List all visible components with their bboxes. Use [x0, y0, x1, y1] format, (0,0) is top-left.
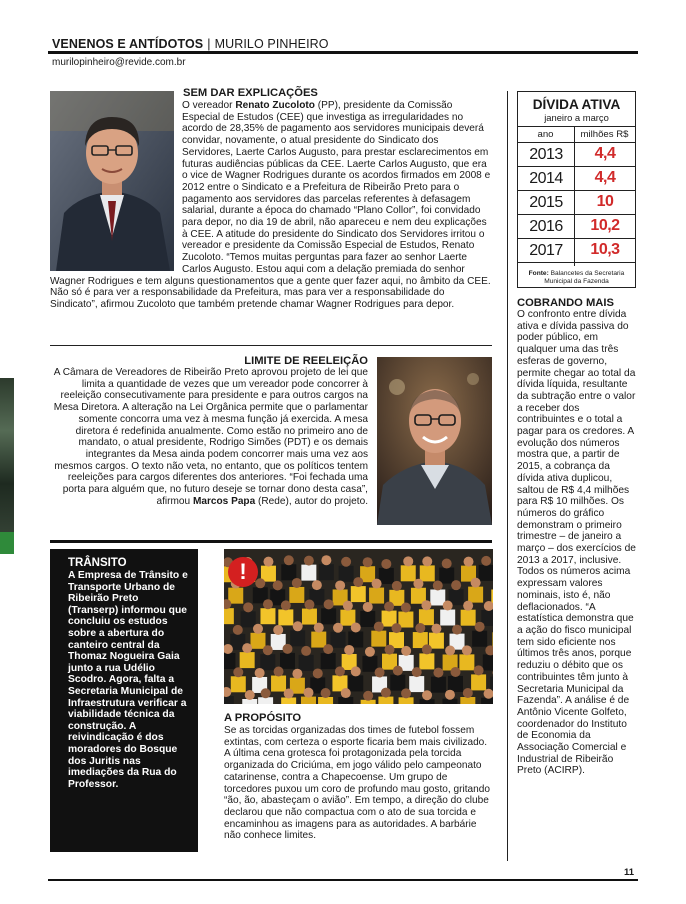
- debt-table-subtitle: janeiro a março: [544, 112, 609, 123]
- article-2-body: [50, 367, 368, 507]
- debt-table-source: [518, 270, 635, 285]
- debt-row: [518, 215, 635, 239]
- article-1-body: [50, 100, 491, 311]
- section-rule: [50, 540, 492, 543]
- author-email: murilopinheiro@revide.com.br: [52, 57, 186, 68]
- transito-text: A Empresa de Trânsito e Transporte Urbano de Ribeirão Preto (Transerp) informou que concluiu os estudos sobre a abertura do canteiro central da Thomaz Nogueira Gaia junto a rua Udélio Scodro. Agora, falta a Secretaria Municipal de Infraestrutura verificar a viabilidade técnica da construção. A reivindicação é dos moradores do Bosque dos Juritis nas imediações da Rua do Professor.: [68, 570, 188, 790]
- debt-table-title: DÍVIDA ATIVA: [532, 97, 621, 112]
- article-2-text-b: (Rede), autor do projeto.: [255, 495, 368, 507]
- debt-row: [518, 167, 635, 191]
- article-1-text-a: O vereador: [182, 100, 236, 111]
- article-2-name: Marcos Papa: [192, 495, 256, 507]
- debt-source-label: Fonte:: [528, 270, 549, 277]
- debt-year: 2015: [529, 194, 563, 211]
- photo-marcos-papa: [377, 357, 492, 525]
- article-3-body: Se as torcidas organizadas dos times de futebol fossem extintas, com certeza o esporte ficaria bem mais civilizado. A última cena grotesca foi protagonizada pela torcida organizada do Criciúma, em jogo válido pelo campeonato catarinense, contra a Chapecoense. Um grupo de torcedores puxou um coro de profundo mau gosto, gritando “ão, ão, abasteçam o avião”. Em tempo, a direção do clube declarou que não compactua com o ato de sua torcida e encaminhou as imagens para as autoridades. A barbárie não conhece limites.: [224, 725, 490, 842]
- debt-value: 4,4: [594, 169, 616, 186]
- column-author: MURILO PINHEIRO: [214, 37, 329, 51]
- debt-value: 10: [596, 193, 614, 210]
- page-edge-image-fragment: [0, 378, 14, 554]
- footer-rule: [48, 879, 638, 881]
- column-section-name: VENENOS E ANTÍDOTOS: [52, 37, 204, 51]
- debt-table: [517, 91, 636, 288]
- debt-value: 10,2: [590, 217, 620, 234]
- header-separator: |: [207, 37, 211, 51]
- warning-icon: !: [228, 557, 258, 587]
- debt-year: 2017: [529, 242, 563, 259]
- photo-soccer-crowd: [224, 549, 493, 704]
- article-3-kicker: A PROPÓSITO: [224, 712, 302, 724]
- debt-year: 2014: [529, 170, 563, 187]
- debt-col-year: ano: [537, 129, 554, 140]
- debt-source-text: Balancetes da Secretaria Municipal da Fazenda: [544, 270, 625, 285]
- debt-value: 10,3: [590, 241, 620, 258]
- debt-year: 2016: [529, 218, 563, 235]
- debt-col-value: milhões R$: [580, 129, 629, 140]
- debt-value: 4,4: [594, 145, 616, 162]
- page-number: 11: [624, 867, 635, 878]
- article-1-kicker: SEM DAR EXPLICAÇÕES: [183, 87, 318, 99]
- article-4-kicker: COBRANDO MAIS: [517, 297, 614, 309]
- transito-box: [50, 549, 198, 852]
- sidebar-rule: [507, 91, 508, 861]
- section-divider: [50, 345, 492, 346]
- debt-year: 2013: [529, 146, 563, 163]
- debt-table-header: [518, 126, 635, 143]
- transito-kicker: TRÂNSITO: [68, 557, 127, 569]
- article-4-body: O confronto entre dívida ativa e dívida passiva do poder público, em qualquer uma das três esferas de governo, permite chegar ao total da dívida líquida, resultante da subtração entre o valor a receber dos contribuintes e o total a pagar para os credores. A evolução dos números mostra que, a partir de 2015, a cobrança da dívida ativa duplicou, saltou de R$ 4,4 milhões para R$ 10 milhões. Os números do gráfico demonstram o primeiro trimestre – de janeiro a março – dos exercícios de 2013 a 2017, inclusive. Todos os números acima expressam valores nominais, isto é, não deflacionados. “A estatística demonstra que a ação do fisco municipal tem sido eficiente nos últimos três anos, porque reduziu o débito que os contribuintes têm junto à Secretaria Municipal da Fazenda”. A análise é de Antônio Vicente Golfeto, coordenador do Instituto de Economia da Associação Comercial e Industrial de Ribeirão Preto (ACIRP).: [517, 309, 636, 777]
- column-header: [52, 37, 329, 51]
- article-1-name: Renato Zucoloto: [235, 100, 315, 111]
- header-rule: [48, 51, 638, 54]
- article-2-kicker: LIMITE DE REELEIÇÃO: [244, 355, 368, 367]
- debt-row: [518, 191, 635, 215]
- debt-row: [518, 143, 635, 167]
- article-1-text-b: (PP), presidente da Comissão Especial de Estudos (CEE) que investiga as irregularidades no acordo de 28,35% de pagamento aos servidores municipais deverá convidar, novamente, o atual presidente do Sindicato dos Servidores, Laerte Carlos Augusto, para prestar esclarecimentos em futuras audiências públicas da CEE. Laerte Carlos Augusto, que era o vice de Wagner Rodrigues durante os acordos firmados em 2008 e 2012 entre o Sindicato e a Prefeitura de Ribeirão Preto para o pagamento aos servidores das parcelas referentes à defasagem salarial, durante a época do chamado “Plano Collor”, foi convidado para depor, no dia 19 de abril, não apareceu e nem deu explicações à CEE. A atitude do presidente do Sindicato dos Servidores irritou o vereador e presidente da Comissão Especial de Estudos, Renato Zucoloto. “Temos muitas perguntas para fazer ao senhor Laerte Carlos Augusto. Estou aqui com a delação premiada do senhor Wagner Rodrigues e tem alguns questionamentos que a gente quer fazer aqui, no âmbito da CEE. Não só é para ver a responsabilidade da Prefeitura, mas para ver a responsabilidade do Sindicato”, afirmou Zucoloto que também pretende chamar Wagner Rodrigues para depor.: [50, 100, 491, 310]
- article-2-text-a: A Câmara de Vereadores de Ribeirão Preto aprovou projeto de lei que limita a quantidade de vezes que um vereador pode concorrer à reeleição consecutivamente para presidente e para outros cargos na Mesa Diretora. A alteração na Lei Orgânica permite que o parlamentar somente concorra uma vez à mesma função já exercida. A mesa diretora é redefinida anualmente. Como estão no primeiro ano de mandato, o atual presidente, Rodrigo Simões (PDT) e os demais integrantes da Mesa ainda podem concorrer mais uma vez aos mesmos cargos. O texto não veta, no entanto, que os políticos tentem reeleições para cargos diferentes dos anteriores. “Foi fechada uma porta para alguém que, no futuro deseje se tornar dono desta casa”, afirmou: [53, 367, 368, 507]
- debt-row: [518, 239, 635, 263]
